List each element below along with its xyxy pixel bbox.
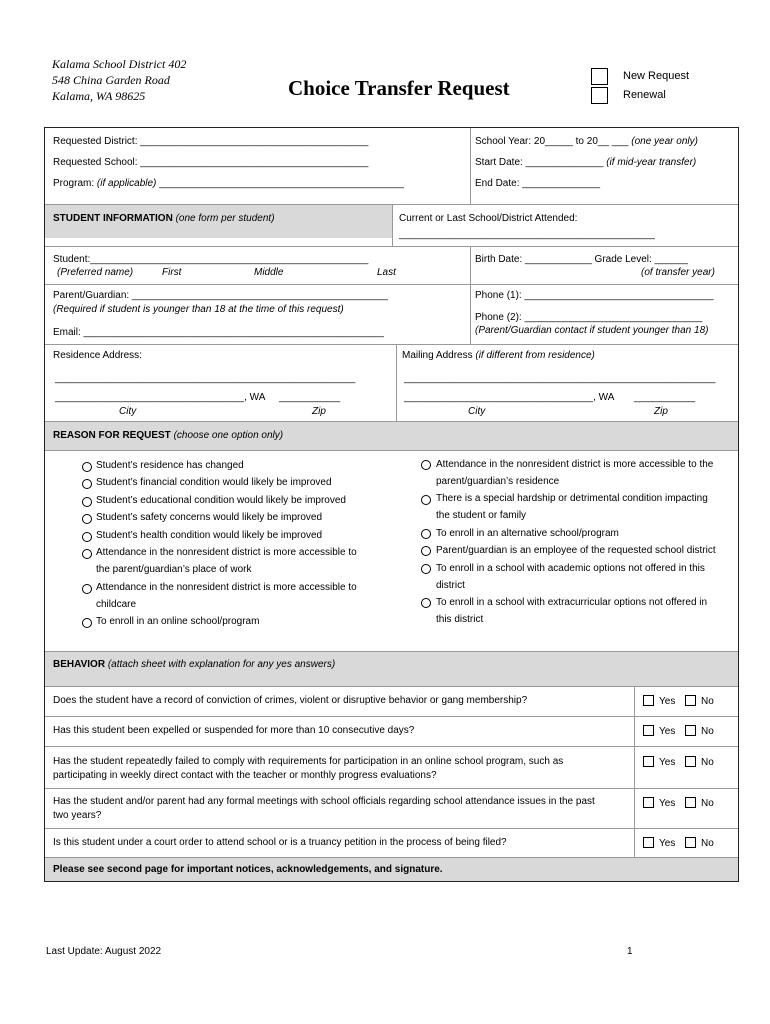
no-label: No — [701, 757, 714, 768]
new-request-checkbox[interactable] — [591, 68, 608, 85]
district-street: 548 China Garden Road — [52, 73, 170, 87]
behavior-heading-note: (attach sheet with explanation for any yes answers) — [107, 659, 336, 670]
no-checkbox[interactable] — [685, 797, 696, 808]
reason-radio[interactable] — [421, 564, 431, 574]
phone1-field[interactable]: Phone (1): __________________________________ — [475, 290, 714, 301]
mailing-label-note: (if different from residence) — [475, 350, 595, 361]
no-checkbox[interactable] — [685, 837, 696, 848]
reason-label-cont: this district — [436, 614, 484, 625]
first-name-label: First — [162, 267, 182, 278]
transfer-year-note: (of transfer year) — [641, 267, 715, 278]
behavior-question: Does the student have a record of conviction of crimes, violent or disruptive behavior or gang membership? — [53, 695, 528, 706]
student-info-heading-bold: STUDENT INFORMATION — [53, 213, 173, 224]
reason-label: There is a special hardship or detrimental condition impacting — [436, 493, 708, 504]
reason-label: Attendance in the nonresident district is more accessible to — [96, 582, 357, 593]
reason-label: Parent/guardian is an employee of the requested school district — [436, 545, 716, 556]
reason-label: Student’s safety concerns would likely be improved — [96, 512, 323, 523]
reason-radio[interactable] — [82, 497, 92, 507]
end-date-field[interactable]: End Date: ______________ — [475, 178, 601, 189]
behavior-question: Is this student under a court order to attend school or is a truancy petition in the process of being filed? — [53, 837, 507, 848]
yes-label: Yes — [659, 726, 676, 737]
divider — [45, 450, 738, 451]
reason-label-cont: the student or family — [436, 510, 527, 521]
yes-checkbox[interactable] — [643, 797, 654, 808]
reason-radio[interactable] — [421, 546, 431, 556]
no-checkbox[interactable] — [685, 756, 696, 767]
residence-city-label: City — [119, 406, 137, 417]
divider — [45, 284, 738, 285]
behavior-question: Has the student and/or parent had any formal meetings with school officials regarding school attendance issues in the past — [53, 796, 595, 807]
mailing-zip-label: Zip — [654, 406, 668, 417]
residence-city-field[interactable]: __________________________________, WA — [55, 392, 266, 403]
form-title: Choice Transfer Request — [288, 76, 510, 100]
divider — [45, 857, 738, 858]
program-field[interactable] — [53, 178, 404, 190]
reason-label: To enroll in a school with academic options not offered in this — [436, 563, 705, 574]
district-address — [52, 56, 186, 104]
requested-school-field[interactable]: Requested School: _________________________________________ — [53, 157, 369, 168]
reason-radio[interactable] — [421, 529, 431, 539]
last-update: Last Update: August 2022 — [46, 946, 162, 957]
reason-heading — [53, 430, 283, 442]
mailing-label-text: Mailing Address — [402, 350, 473, 361]
birth-grade-field[interactable]: Birth Date: ____________ Grade Level: ______ — [475, 254, 688, 265]
reason-label-cont: parent/guardian’s residence — [436, 476, 560, 487]
program-label: Program: — [53, 178, 95, 189]
reason-label: To enroll in an alternative school/program — [436, 528, 619, 539]
yes-label: Yes — [659, 757, 676, 768]
reason-radio[interactable] — [82, 618, 92, 628]
residence-street-field[interactable]: ______________________________________________________ — [55, 373, 356, 384]
start-date-label: Start Date: ______________ — [475, 157, 604, 168]
new-request-label: New Request — [623, 70, 690, 82]
student-name-field[interactable]: Student:__________________________________________________ — [53, 254, 369, 265]
requested-district-field[interactable]: Requested District: _________________________________________ — [53, 136, 369, 147]
behavior-question-cont: two years? — [53, 810, 102, 821]
mailing-label — [402, 350, 595, 362]
residence-zip-field[interactable]: ___________ — [279, 392, 341, 403]
no-label: No — [701, 798, 714, 809]
current-school-label: Current or Last School/District Attended: — [399, 213, 578, 224]
no-label: No — [701, 726, 714, 737]
mailing-city-field[interactable]: __________________________________, WA — [404, 392, 615, 403]
reason-radio[interactable] — [421, 460, 431, 470]
preferred-name-label: (Preferred name) — [57, 267, 134, 278]
last-name-label: Last — [377, 267, 396, 278]
current-school-field[interactable]: ______________________________________________ — [399, 229, 655, 240]
reason-label-cont: childcare — [96, 599, 137, 610]
yes-checkbox[interactable] — [643, 756, 654, 767]
no-checkbox[interactable] — [685, 695, 696, 706]
mailing-city-label: City — [468, 406, 486, 417]
divider — [392, 204, 393, 246]
reason-label: Student’s residence has changed — [96, 460, 244, 471]
behavior-question: Has this student been expelled or suspended for more than 10 consecutive days? — [53, 725, 415, 736]
reason-radio[interactable] — [82, 479, 92, 489]
parent-note: (Required if student is younger than 18 at the time of this request) — [53, 304, 344, 315]
behavior-question-cont: participating in weekly direct contact with the teacher or monthly progress evaluations? — [53, 770, 437, 781]
reason-radio[interactable] — [421, 598, 431, 608]
reason-radio[interactable] — [82, 549, 92, 559]
school-year-label: School Year: 20_____ to 20__ ___ — [475, 136, 629, 147]
reason-label-cont: district — [436, 580, 465, 591]
yes-label: Yes — [659, 696, 676, 707]
yes-label: Yes — [659, 838, 676, 849]
renewal-checkbox[interactable] — [591, 87, 608, 104]
reason-radio[interactable] — [82, 462, 92, 472]
student-info-heading-note: (one form per student) — [175, 213, 275, 224]
start-date-field[interactable] — [475, 157, 696, 169]
reason-label: Student’s health condition would likely be improved — [96, 530, 323, 541]
phone2-field[interactable]: Phone (2): ________________________________ — [475, 312, 703, 323]
divider — [45, 344, 738, 345]
student-info-heading — [53, 213, 275, 225]
divider — [634, 686, 635, 857]
district-city: Kalama, WA 98625 — [52, 89, 146, 103]
divider — [470, 128, 471, 204]
reason-radio[interactable] — [82, 514, 92, 524]
mailing-street-field[interactable]: ________________________________________________________ — [404, 373, 716, 384]
yes-checkbox[interactable] — [643, 695, 654, 706]
residence-zip-label: Zip — [312, 406, 326, 417]
no-label: No — [701, 838, 714, 849]
reason-label: To enroll in a school with extracurricular options not offered in — [436, 597, 708, 608]
email-field[interactable]: Email: ______________________________________________________ — [53, 327, 384, 338]
reason-label: Student’s educational condition would likely be improved — [96, 495, 346, 506]
district-name: Kalama School District 402 — [52, 57, 187, 71]
yes-checkbox[interactable] — [643, 837, 654, 848]
reason-label: Student’s financial condition would likely be improved — [96, 477, 332, 488]
behavior-heading-bold: BEHAVIOR — [53, 659, 106, 670]
reason-radio[interactable] — [421, 495, 431, 505]
reason-heading-bold: REASON FOR REQUEST — [53, 430, 171, 441]
behavior-heading — [53, 659, 335, 671]
reason-label: To enroll in an online school/program — [96, 616, 260, 627]
divider — [396, 344, 397, 421]
parent-field[interactable]: Parent/Guardian: ______________________________________________ — [53, 290, 388, 301]
start-date-note: (if mid-year transfer) — [606, 157, 697, 168]
program-note: (if applicable) — [96, 178, 157, 189]
no-label: No — [701, 696, 714, 707]
middle-name-label: Middle — [254, 267, 284, 278]
program-line: ____________________________________________ — [159, 178, 404, 189]
renewal-label: Renewal — [623, 89, 666, 101]
no-checkbox[interactable] — [685, 725, 696, 736]
divider — [45, 651, 738, 652]
yes-label: Yes — [659, 798, 676, 809]
phone-note: (Parent/Guardian contact if student younger than 18) — [475, 325, 709, 336]
reason-label-cont: the parent/guardian’s place of work — [96, 564, 252, 575]
divider — [470, 246, 471, 344]
school-year-field[interactable] — [475, 136, 698, 148]
reason-heading-note: (choose one option only) — [173, 430, 284, 441]
reason-label: Attendance in the nonresident district is more accessible to the — [436, 459, 714, 470]
page-number: 1 — [627, 946, 633, 957]
behavior-question: Has the student repeatedly failed to comply with requirements for participation in an online school program, such as — [53, 756, 564, 767]
reason-label: Attendance in the nonresident district is more accessible to — [96, 547, 357, 558]
school-year-note: (one year only) — [631, 136, 698, 147]
yes-checkbox[interactable] — [643, 725, 654, 736]
mailing-zip-field[interactable]: ___________ — [634, 392, 696, 403]
residence-label: Residence Address: — [53, 350, 142, 361]
second-page-notice: Please see second page for important notices, acknowledgements, and signature. — [53, 864, 443, 875]
reason-radio[interactable] — [82, 532, 92, 542]
divider — [45, 246, 738, 247]
divider — [45, 421, 738, 422]
reason-radio[interactable] — [82, 584, 92, 594]
